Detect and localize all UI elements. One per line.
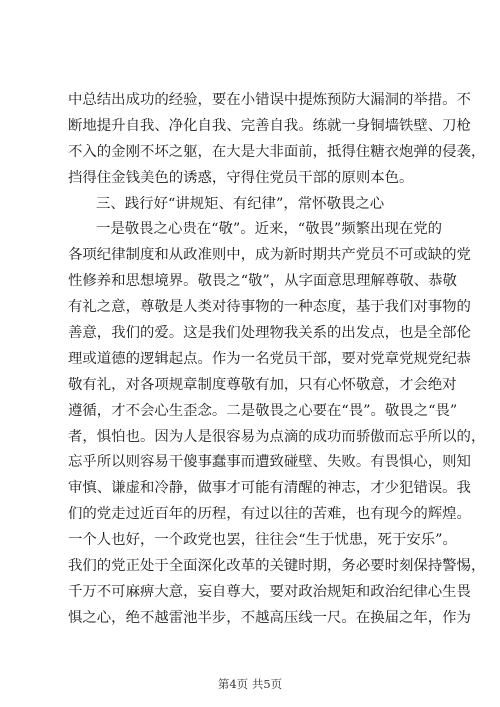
paragraph-line: 理或道德的逻辑起点。作为一名党员干部，要对党章党规党纪恭 (68, 350, 471, 367)
paragraph-line: 断地提升自我、净化自我、完善自我。练就一身铜墙铁壁、刀枪 (68, 117, 471, 134)
paragraph-line: 审慎、谦虚和冷静，做事才可能有清醒的神志，才少犯错误。我 (68, 480, 471, 497)
paragraph-line: 惧之心，绝不越雷池半步，不越高压线一尺。在换届之年，作为 (68, 609, 471, 626)
paragraph-line: 遵循，才不会心生歪念。二是敬畏之心要在“畏”。敬畏之“畏” (68, 402, 458, 419)
paragraph-line: 我们的党正处于全面深化改革的关键时期，务必要时刻保持警惕， (68, 558, 486, 575)
paragraph-line: 们的党走过近百年的历程，有过以往的苦难，也有现今的辉煌。 (68, 506, 471, 523)
section-heading: 三、践行好“讲规矩、有纪律”，常怀敬畏之心 (96, 195, 385, 212)
paragraph-line: 性修养和思想境界。敬畏之“敬”，从字面意思理解尊敬、恭敬 (68, 273, 457, 290)
paragraph-line: 善意，我们的爱。这是我们处理物我关系的出发点，也是全部伦 (68, 325, 471, 342)
paragraph-line: 各项纪律制度和从政准则中，成为新时期共产党员不可或缺的党 (68, 247, 471, 264)
paragraph-line: 者，惧怕也。因为人是很容易为点滴的成功而骄傲而忘乎所以的， (68, 428, 486, 445)
body-text (68, 88, 486, 632)
paragraph-line: 挡得住金钱美色的诱惑，守得住党员干部的原则本色。 (68, 169, 414, 186)
paragraph-line: 不入的金刚不坏之躯，在大是大非面前，抵得住糖衣炮弹的侵袭， (68, 143, 486, 160)
paragraph-line: 中总结出成功的经验，要在小错误中提炼预防大漏洞的举措。不 (68, 92, 471, 108)
paragraph-line: 千万不可麻痹大意，妄自尊大，要对政治规矩和政治纪律心生畏 (68, 583, 471, 600)
paragraph-line: 一是敬畏之心贵在“敬”。近来，“敬畏”频繁出现在党的 (96, 221, 443, 238)
paragraph-line: 一个人也好，一个政党也罢，往往会“生于忧患，死于安乐”。 (68, 532, 457, 549)
paragraph-line: 敬有礼，对各项规章制度尊敬有加，只有心怀敬意，才会绝对 (68, 376, 457, 393)
paragraph-line: 忘乎所以则容易干傻事蠢事而遭致碰壁、失败。有畏惧心，则知 (68, 454, 471, 471)
paragraph-line: 有礼之意，尊敬是人类对待事物的一种态度，基于我们对事物的 (68, 299, 471, 316)
page-number: 第4页 共5页 (217, 677, 283, 691)
